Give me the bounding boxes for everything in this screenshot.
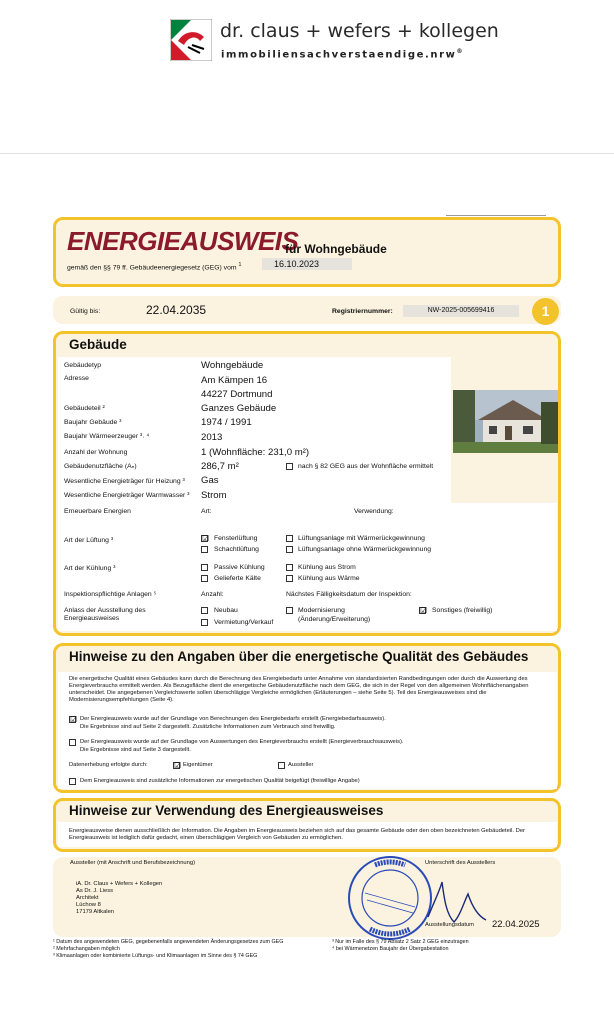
window-ventilation-label: Fensterlüftung <box>214 535 258 542</box>
top-rule <box>446 215 546 216</box>
label-cooling: Art der Kühlung ³ <box>64 565 116 572</box>
label-heating-carrier: Wesentliche Energieträger für Heizung ³ <box>64 478 185 485</box>
footnote-left-2: ² Mehrfachangaben möglich <box>53 946 120 952</box>
other-reason-label: Sonstiges (freiwillig) <box>432 607 493 614</box>
issuer-checkbox <box>278 762 285 769</box>
label-inspection: Inspektionspflichtige Anlagen ⁵ <box>64 591 157 598</box>
label-usable-area: Gebäudenutzfläche (Aₙ) <box>64 463 137 470</box>
label-construction-year: Baujahr Gebäude ³ <box>64 419 122 426</box>
label-apartments: Anzahl der Wohnung <box>64 449 128 456</box>
rent-sale-label: Vermietung/Verkauf <box>214 619 274 626</box>
passive-cooling-checkbox <box>201 564 208 571</box>
owner-check: ☑ <box>174 761 182 770</box>
issue-date-label: Ausstellungsdatum <box>425 922 474 928</box>
value-street: Am Kämpen 16 <box>201 375 268 386</box>
label-reason-2: Energieausweises <box>64 615 120 622</box>
brand-domain: immobiliensachverstaendige.nrw <box>221 49 457 61</box>
valid-until-date: 22.04.2035 <box>146 303 207 317</box>
heat-recovery-checkbox <box>286 535 293 542</box>
demand-line-1: Der Energieausweis wurde auf der Grundlage von Berechnungen des Energiebedarfs erstellt (Energiebedarfsausweis). <box>80 716 386 722</box>
rent-sale-checkbox <box>201 619 208 626</box>
modernisation-label: Modernisierung <box>298 607 345 614</box>
inspection-next-label: Nächstes Fälligkeitsdatum der Inspektion: <box>286 591 412 598</box>
electric-cooling-checkbox <box>286 564 293 571</box>
issue-date: 22.04.2025 <box>492 919 540 930</box>
heat-cooling-checkbox <box>286 575 293 582</box>
extra-info-checkbox <box>69 778 76 785</box>
issuer-line-3: Architekt <box>76 895 99 901</box>
no-heat-recovery-label: Lüftungsanlage ohne Wärmerückgewinnung <box>298 546 432 553</box>
value-city: 44227 Dortmund <box>201 389 273 400</box>
value-building-part: Ganzes Gebäude <box>201 403 277 414</box>
heat-cooling-label: Kühlung aus Wärme <box>298 575 360 582</box>
shaft-ventilation-checkbox <box>201 546 208 553</box>
registration-number: NW-2025-005699416 <box>403 305 519 317</box>
label-heater-year: Baujahr Wärmeerzeuger ³˒ ⁴ <box>64 433 150 440</box>
issuer-line-1: iA. Dr. Claus + Wefers + Kollegen <box>76 881 163 887</box>
value-heating-carrier: Gas <box>201 475 219 486</box>
label-address: Adresse <box>64 375 89 382</box>
label-building-type: Gebäudetyp <box>64 362 102 369</box>
delivered-cold-label: Gelieferte Kälte <box>214 575 261 582</box>
usage-checkbox <box>69 739 76 746</box>
heat-recovery-label: Lüftungsanlage mit Wärmerückgewinnung <box>298 535 425 542</box>
usage-line-1: Der Energieausweis wurde auf der Grundlage von Auswertungen des Energieverbrauchs erstellt (Energieverbrauchsausweis). <box>80 739 404 745</box>
value-construction-year: 1974 / 1991 <box>201 417 252 428</box>
notes-title: Hinweise zu den Angaben über die energetische Qualität des Gebäudes <box>69 649 529 664</box>
law-reference <box>67 261 242 273</box>
survey-label: Datenerhebung erfolgte durch: <box>69 762 148 768</box>
registration-label: Registriernummer: <box>332 308 393 315</box>
modernisation-sub-label: (Änderung/Erweiterung) <box>298 616 371 623</box>
new-build-label: Neubau <box>214 607 238 614</box>
certificate-title: ENERGIEAUSWEIS <box>67 226 299 256</box>
building-photo <box>453 390 558 453</box>
certificate-subtitle: für Wohngebäude <box>285 242 387 256</box>
renewable-use-label: Verwendung: <box>354 508 394 515</box>
notes-paragraph: Die energetische Qualität eines Gebäudes kann durch die Berechnung des Energiebedarfs unter Annahme von standardisierten Randbedingungen oder durch die Auswertung des Energieverbrauchs ermittelt werden. Als Bezugsfläche dient die energetische Gebäudenutzfläche nach dem GEG, die sich in der Regel von den allgemeinen Wohnflächenangaben unterscheidet. Die angegebenen Vergleichswerte sollen überschlägige Vergleiche ermöglichen (Erläuterungen – siehe Seite 5). Teil des Energieausweises sind die Modernisierungsempfehlungen (Seite 4). <box>69 676 529 703</box>
law-date: 16.10.2023 <box>262 258 352 270</box>
value-apartments: 1 (Wohnfläche: 231,0 m²) <box>201 447 310 458</box>
usage-line-2: Die Ergebnisse sind auf Seite 3 dargestellt. <box>80 747 191 753</box>
value-water-carrier: Strom <box>201 490 227 501</box>
issuer-survey-label: Aussteller <box>288 762 314 768</box>
shaft-ventilation-label: Schachtlüftung <box>214 546 259 553</box>
other-reason-check: ☑ <box>420 606 428 615</box>
modernisation-checkbox <box>286 607 293 614</box>
label-water-carrier: Wesentliche Energieträger Warmwasser ³ <box>64 492 190 499</box>
window-ventilation-checkbox <box>201 535 208 542</box>
brand-registered: ® <box>456 48 465 55</box>
footnote-left-3: ³ Klimaanlagen oder kombinierte Lüftungs- und Klimaanlagen im Sinne des § 74 GEG <box>53 953 258 959</box>
brand-name: dr. claus + wefers + kollegen <box>220 20 499 42</box>
demand-check: ☑ <box>70 715 78 724</box>
new-build-checkbox <box>201 607 208 614</box>
no-heat-recovery-checkbox <box>286 546 293 553</box>
usage-text: Energieausweise dienen ausschließlich der Information. Die Angaben im Energieausweis beziehen sich auf das gesamte Gebäude oder den oben bezeichneten Gebäudeteil. Der Energieausweis ist lediglich dafür gedacht, einen überschlägigen Vergleich von Gebäuden zu ermöglichen. <box>69 828 525 841</box>
nach82-label: nach § 82 GEG aus der Wohnfläche ermittelt <box>298 463 434 470</box>
label-ventilation: Art der Lüftung ³ <box>64 537 114 544</box>
electric-cooling-label: Kühlung aus Strom <box>298 564 356 571</box>
issuer-line-5: 17179 Altkalen <box>76 909 115 915</box>
law-footnote-ref: 1 <box>238 262 242 268</box>
law-text: gemäß den §§ 79 ff. Gebäudeenergiegesetz (GEG) vom <box>67 264 239 272</box>
issuer-label: Aussteller (mit Anschrift und Berufsbezeichnung) <box>70 860 196 866</box>
delivered-cold-checkbox <box>201 575 208 582</box>
demand-checkbox <box>69 716 76 723</box>
usage-title: Hinweise zur Verwendung des Energieausweises <box>69 803 384 818</box>
issuer-line-4: Lüchow 8 <box>76 902 101 908</box>
footnote-left-1: ¹ Datum des angewendeten GEG, gegebenenfalls angewendeten Änderungsgesetzes zum GEG <box>53 939 284 945</box>
nach82-checkbox <box>286 463 293 470</box>
building-section-title: Gebäude <box>69 337 127 352</box>
issuer-line-2: As Dr. J. Liess <box>76 888 114 894</box>
label-reason-1: Anlass der Ausstellung des <box>64 607 146 614</box>
footnote-right-2: ⁴ bei Wärmenetzen Baujahr der Übergabestation <box>332 946 449 952</box>
demand-line-2: Die Ergebnisse sind auf Seite 2 dargestellt. Zusätzliche Informationen zum Verbrauch sind freiwillig. <box>80 724 336 730</box>
inspection-count-label: Anzahl: <box>201 591 224 598</box>
other-reason-checkbox <box>419 607 426 614</box>
extra-info-label: Dem Energieausweis sind zusätzliche Informationen zur energetischen Qualität beigefügt (freiwillige Angabe) <box>80 778 360 784</box>
label-building-part: Gebäudeteil ² <box>64 405 105 412</box>
label-renewable: Erneuerbare Energien <box>64 508 131 515</box>
passive-cooling-label: Passive Kühlung <box>214 564 265 571</box>
page-number-badge: 1 <box>532 298 559 325</box>
valid-until-label: Gültig bis: <box>70 308 101 315</box>
renewable-type-label: Art: <box>201 508 212 515</box>
window-ventilation-check: ☑ <box>202 534 210 543</box>
value-usable-area: 286,7 m² <box>201 461 239 472</box>
signature-label: Unterschrift des Ausstellers <box>425 860 496 866</box>
value-heater-year: 2013 <box>201 432 223 443</box>
owner-checkbox <box>173 762 180 769</box>
value-building-type: Wohngebäude <box>201 360 264 371</box>
signature <box>420 872 490 927</box>
footnote-right-1: ³ Nur im Falle des § 79 Absatz 2 Satz 2 GEG einzutragen <box>332 939 469 945</box>
owner-label: Eigentümer <box>183 762 213 768</box>
